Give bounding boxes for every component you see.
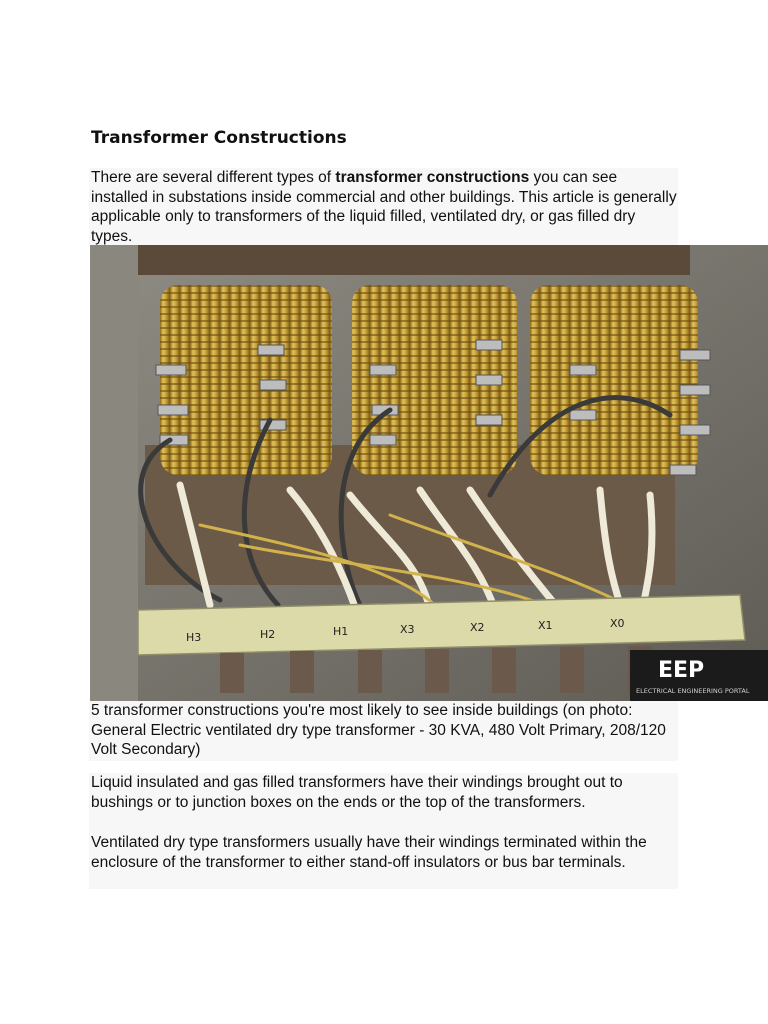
eep-logo <box>630 650 768 701</box>
photo-caption: 5 transformer constructions you're most likely to see inside buildings (on photo: General Electric ventilated dry type transformer - 30 KVA, 480 Volt Primary, 208/120 Volt Secondary) <box>89 701 678 761</box>
page-title: Transformer Constructions <box>91 128 347 148</box>
intro-text-start: There are several different types of <box>91 169 336 186</box>
paragraph-ventilated-dry: Ventilated dry type transformers usually have their windings terminated within the enclosure of the transformer to either stand-off insulators or bus bar terminals. <box>89 831 678 889</box>
transformer-photo <box>90 245 768 701</box>
intro-paragraph <box>89 168 678 245</box>
terminal-label-x3: X3 <box>400 623 415 636</box>
terminal-label-x1: X1 <box>538 619 553 632</box>
terminal-label-x0: X0 <box>610 617 625 630</box>
coil-right <box>530 285 698 475</box>
terminal-label-h3: H3 <box>186 631 202 644</box>
eep-logo-text: EEP <box>658 658 705 683</box>
paragraph-liquid-gas: Liquid insulated and gas filled transformers have their windings brought out to bushings or to junction boxes on the ends or the top of the transformers. <box>89 773 678 831</box>
coil-left <box>160 285 332 475</box>
transformer-illustration <box>90 245 768 701</box>
eep-logo-subtitle: ELECTRICAL ENGINEERING PORTAL <box>636 687 750 695</box>
intro-bold-term: transformer constructions <box>335 169 530 186</box>
terminal-label-h2: H2 <box>260 628 276 641</box>
terminal-label-x2: X2 <box>470 621 485 634</box>
terminal-label-h1: H1 <box>333 625 349 638</box>
intro-text-end: you can see installed in substations inside commercial and other buildings. This article is generally applicable only to transformers of the liquid filled, ventilated dry, or gas filled dry types. <box>91 169 677 245</box>
